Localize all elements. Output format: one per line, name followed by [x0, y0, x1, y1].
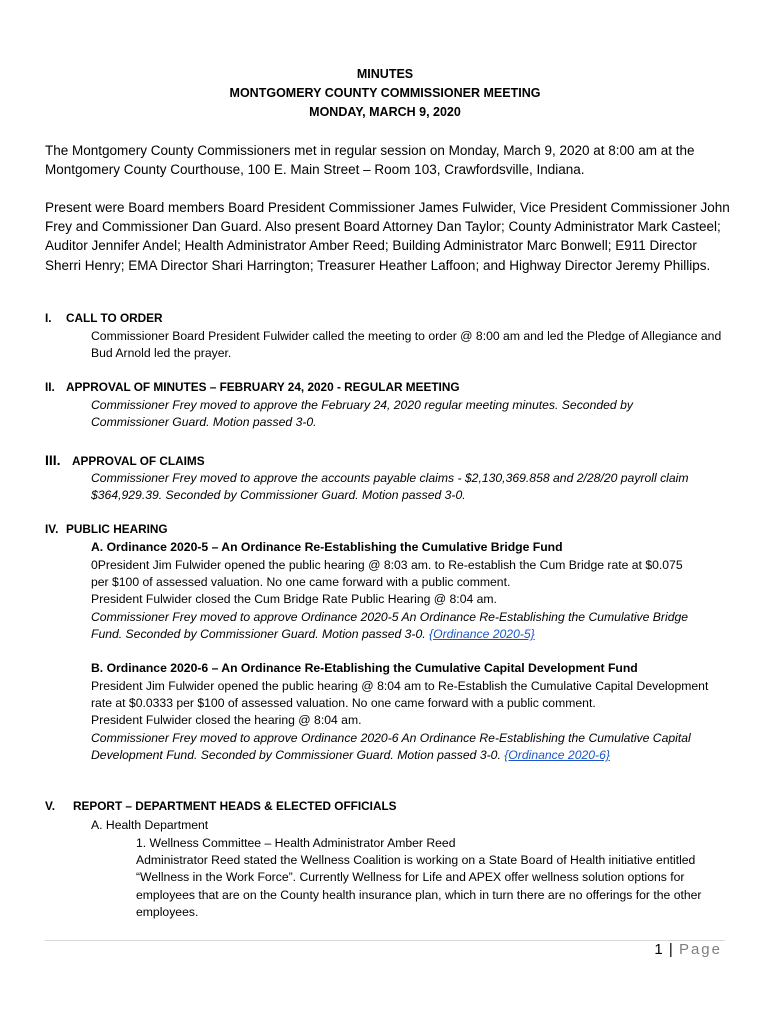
section-number: IV. [45, 522, 59, 536]
motion-text: Commissioner Frey moved to approve Ordinance 2020-6 An Ordinance Re-Establishing the Cumulative Capital Development Fund. Seconded by Commissioner Guard. Motion passed 3-0. [91, 731, 691, 763]
wellness-committee-item: 1. Wellness Committee – Health Administrator Amber Reed [136, 836, 456, 850]
page-number: 1 [654, 941, 664, 958]
title-date: MONDAY, MARCH 9, 2020 [309, 105, 461, 119]
section-1-text: Commissioner Board President Fulwider called the meeting to order @ 8:00 am and led the Pledge of Allegiance and Bud Arnold led the prayer. [91, 329, 722, 361]
section-title: REPORT – DEPARTMENT HEADS & ELECTED OFFICIALS [73, 799, 397, 813]
section-3-heading [45, 452, 205, 468]
section-number: I. [45, 311, 52, 325]
wellness-report-text: Administrator Reed stated the Wellness Coalition is working on a State Board of Health initiative entitled “Wellness in the Work Force”. Currently Wellness for Life and APEX offer wellness solution options for employees that are on the County health insurance plan, which in turn there are no offerings for the other employees. [136, 853, 702, 919]
section-title: APPROVAL OF MINUTES – FEBRUARY 24, 2020 - REGULAR MEETING [66, 380, 460, 394]
title-minutes: MINUTES [356, 67, 414, 81]
ordinance-2020-6-heading: B. Ordinance 2020-6 – An Ordinance Re-Etablishing the Cumulative Capital Development Fund [91, 661, 638, 675]
section-title: PUBLIC HEARING [66, 522, 168, 536]
ordinance-2020-6-link[interactable]: {Ordinance 2020-6} [504, 748, 610, 763]
section-number: II. [45, 380, 55, 394]
section-3-text: Commissioner Frey moved to approve the accounts payable claims - $2,130,369.858 and 2/28/20 payroll claim $364,929.39. Seconded by Commissioner Guard. Motion passed 3-0. [91, 471, 689, 503]
section-1-heading [45, 311, 163, 325]
attendance-paragraph: Present were Board members Board President Commissioner James Fulwider, Vice President Commissioner John Frey and Commissioner Dan Guard. Also present Board Attorney Dan Taylor; County Administrator Mark Casteel; Auditor Jennifer Andel; Health Administrator Amber Reed; Building Administrator Marc Bonwell; E911 Director Sherri Henry; EMA Director Shari Harrington; Treasurer Heather Laffoon; and Highway Director Jeremy Phillips. [45, 200, 730, 273]
ordinance-2020-5-text: 0President Jim Fulwider opened the public hearing @ 8:03 am. to Re-establish the Cum Bridge rate at $0.075 per $100 of assessed valuation. No one came forward with a public comment. [91, 558, 683, 590]
ordinance-2020-5-motion [91, 609, 716, 644]
ordinance-2020-5-link[interactable]: {Ordinance 2020-5} [429, 627, 535, 642]
ordinance-2020-5-close: President Fulwider closed the Cum Bridge Rate Public Hearing @ 8:04 am. [91, 592, 497, 606]
ordinance-2020-6-motion [91, 730, 716, 765]
section-2-heading [45, 380, 460, 394]
ordinance-2020-6-close: President Fulwider closed the hearing @ 8:04 am. [91, 713, 362, 727]
section-2-text: Commissioner Frey moved to approve the February 24, 2020 regular meeting minutes. Seconded by Commissioner Guard. Motion passed 3-0. [91, 398, 633, 430]
title-meeting: MONTGOMERY COUNTY COMMISSIONER MEETING [229, 86, 541, 100]
section-number: V. [45, 799, 56, 813]
footer-divider [45, 940, 725, 941]
section-title: APPROVAL OF CLAIMS [72, 454, 205, 468]
section-5-heading [45, 799, 397, 813]
page-footer [654, 941, 722, 958]
section-title: CALL TO ORDER [66, 311, 163, 325]
section-4-heading [45, 522, 168, 536]
health-department-label: A. Health Department [91, 818, 209, 832]
section-number: III. [45, 452, 61, 468]
intro-paragraph: The Montgomery County Commissioners met in regular session on Monday, March 9, 2020 at 8:00 am at the Montgomery County Courthouse, 100 E. Main Street – Room 103, Crawfordsville, Indiana. [45, 143, 695, 178]
motion-text: Commissioner Frey moved to approve Ordinance 2020-5 An Ordinance Re-Establishing the Cumulative Bridge Fund. Seconded by Commissioner Guard. Motion passed 3-0. [91, 610, 689, 642]
ordinance-2020-6-text: President Jim Fulwider opened the public hearing @ 8:04 am to Re-Establish the Cumulative Capital Development rate at $0.0333 per $100 of assessed valuation. No one came forward with a public comment. [91, 679, 709, 711]
ordinance-2020-5-heading: A. Ordinance 2020-5 – An Ordinance Re-Establishing the Cumulative Bridge Fund [91, 540, 563, 554]
page-label: Page [678, 941, 722, 958]
page-separator: | [668, 941, 674, 958]
